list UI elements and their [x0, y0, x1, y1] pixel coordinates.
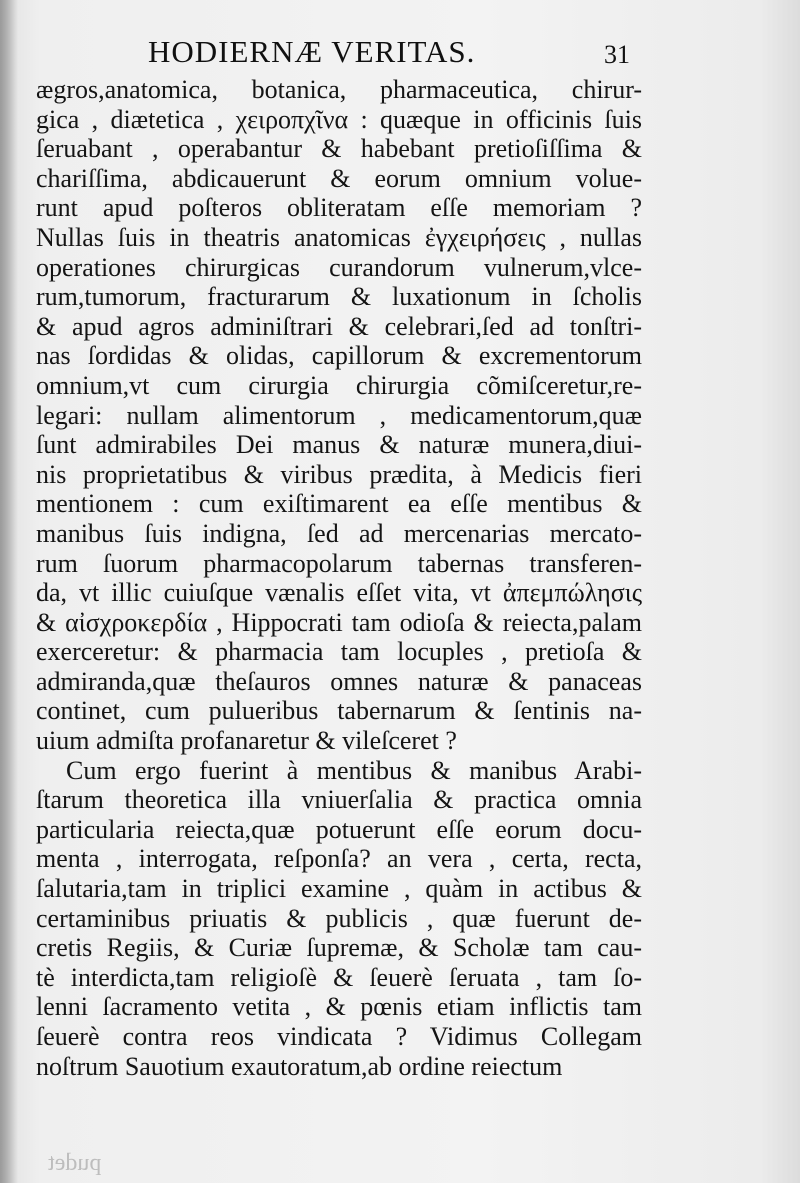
text-line: ſalutaria,tam in triplici examine , quàm in actibus &	[36, 874, 642, 904]
text-line: ſeuerè contra reos vindicata ? Vidimus Collegam	[36, 1022, 642, 1051]
text-line: certaminibus priuatis & publicis , quæ fuerunt de-	[36, 903, 642, 933]
text-line: omnium,vt cum cirurgia chirurgia cõmiſceretur,re-	[36, 370, 642, 400]
body-text	[36, 75, 642, 1081]
text-line: manibus ſuis indigna, ſed ad mercenarias mercato-	[36, 518, 642, 548]
text-line: noſtrum Sauotium exautoratum,ab ordine reiectum	[36, 1051, 563, 1081]
text-line: menta , interrogata, reſponſa? an vera , certa, recta,	[36, 844, 642, 874]
text-line: admiranda,quæ theſauros omnes naturæ & panaceas	[36, 666, 642, 696]
text-line: Cum ergo fuerint à mentibus & manibus Arabi-	[66, 755, 642, 785]
page-number: 31	[604, 40, 630, 69]
text-line: lenni ſacramento vetita , & pœnis etiam inflictis tam	[36, 992, 642, 1022]
text-line: particularia reiecta,quæ potuerunt eſſe eorum docu-	[36, 814, 642, 844]
show-through-text: pudet	[48, 1150, 102, 1176]
text-line: legari: nullam alimentorum , medicamentorum,quæ	[36, 400, 642, 430]
gutter-shadow	[0, 0, 18, 1183]
text-line: rum ſuorum pharmacopolarum tabernas transferen-	[36, 548, 642, 578]
text-line: nas ſordidas & olidas, capillorum & excrementorum	[36, 341, 642, 371]
text-line: & αἰσχροκερδία , Hippocrati tam odioſa & reiecta,palam	[36, 607, 642, 637]
text-line: cretis Regiis, & Curiæ ſupremæ, & Scholæ tam cau-	[36, 933, 642, 963]
text-line: runt apud poſteros obliteratam eſſe memoriam ?	[36, 193, 642, 223]
text-line: & apud agros adminiſtrari & celebrari,ſed ad tonſtri-	[36, 311, 642, 341]
text-line: da, vt illic cuiuſque vænalis eſſet vita, vt ἀπεμπώλησις	[36, 578, 642, 608]
running-head: HODIERNÆ VERITAS.	[148, 34, 476, 69]
text-line: Nullas ſuis in theatris anatomicas ἐγχειρήσεις , nullas	[36, 222, 642, 252]
text-line: continet, cum pulueribus tabernarum & ſentinis na-	[36, 696, 642, 726]
text-line: operationes chirurgicas curandorum vulnerum,vlce-	[36, 252, 642, 282]
text-line: exerceretur: & pharmacia tam locuples , pretioſa &	[36, 637, 642, 667]
text-line: nis proprietatibus & viribus prædita, à Medicis fieri	[36, 459, 642, 489]
text-line: chariſſima, abdicauerunt & eorum omnium volue-	[36, 163, 642, 193]
text-line: ſunt admirabiles Dei manus & naturæ munera,diui-	[36, 430, 642, 460]
text-line: tè interdicta,tam religioſè & ſeuerè ſeruata , tam ſo-	[36, 962, 642, 992]
text-line: gica , diætetica , χειροπχῖνα : quæque in officinis ſuis	[36, 104, 642, 134]
text-line: mentionem : cum exiſtimarent ea eſſe mentibus &	[36, 489, 642, 519]
text-line: ægros,anatomica, botanica, pharmaceutica, chirur-	[36, 75, 642, 104]
text-line: ſtarum theoretica illa vniuerſalia & practica omnia	[36, 785, 642, 815]
text-line: ſeruabant , operabantur & habebant pretioſiſſima &	[36, 134, 642, 164]
text-line: uium admiſta profanaretur & vileſceret ?	[36, 726, 457, 756]
text-line: rum,tumorum, fracturarum & luxationum in ſcholis	[36, 282, 642, 312]
